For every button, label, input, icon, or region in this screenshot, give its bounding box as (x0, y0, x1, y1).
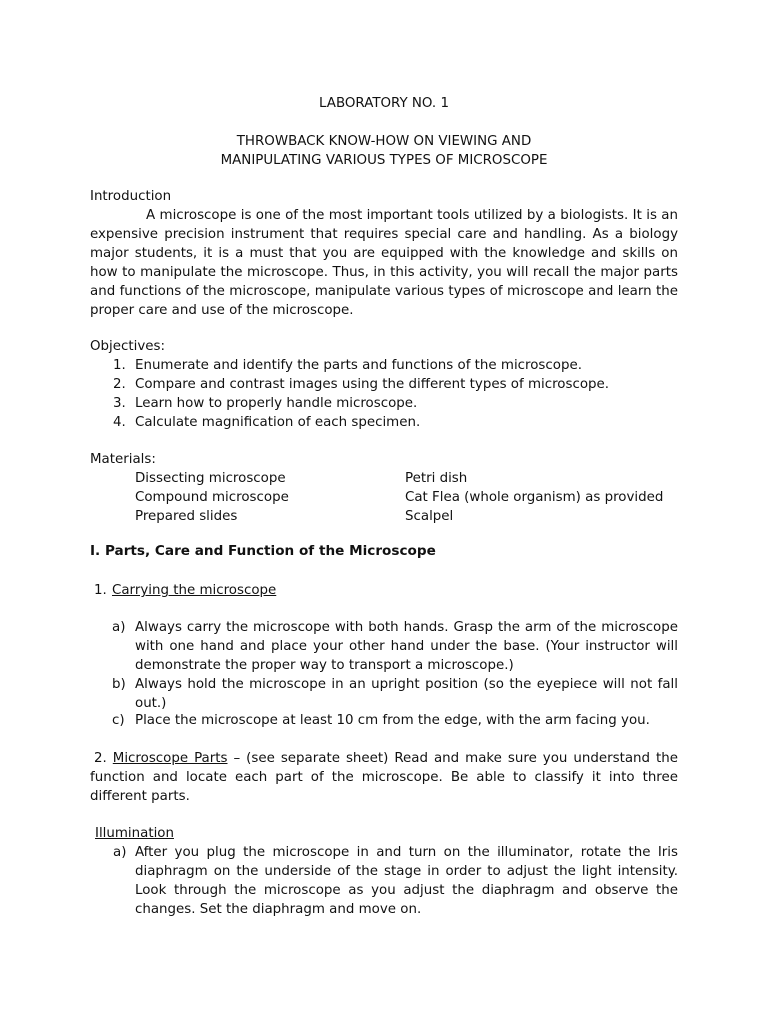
material-right-1: Petri dish (405, 471, 468, 486)
intro-line-1: A microscope is one of the most important tools utilized by a biologists. It is an (146, 208, 678, 223)
intro-line-2: expensive precision instrument that requires special care and handling. As a biology (90, 227, 678, 242)
lab-number: LABORATORY NO. 1 (319, 96, 449, 111)
illumination-line-3: Look through the microscope as you adjust the diaphragm and observe the (135, 883, 678, 898)
parts-title: Microscope Parts (112, 751, 228, 766)
objective-text-1: Enumerate and identify the parts and functions of the microscope. (135, 358, 582, 373)
objective-num-2: 2. (113, 377, 126, 392)
intro-line-3: major students, it is a must that you are equipped with the knowledge and skills on (90, 246, 678, 261)
illumination-label-a: a) (113, 845, 127, 860)
objective-num-1: 1. (113, 358, 126, 373)
parts-line-3: different parts. (90, 789, 190, 804)
carrying-a-line-2: with one hand and place your other hand under the base. (Your instructor will (135, 639, 678, 654)
carrying-num: 1. (94, 583, 107, 598)
material-left-3: Prepared slides (135, 509, 238, 524)
illumination-line-2: diaphragm on the underside of the stage in order to adjust the light intensity. (135, 864, 678, 879)
title-line-2: MANIPULATING VARIOUS TYPES OF MICROSCOPE (220, 153, 548, 168)
objective-text-4: Calculate magnification of each specimen. (135, 415, 421, 430)
material-left-1: Dissecting microscope (135, 471, 286, 486)
parts-line-1-rest: – (see separate sheet) Read and make sure you understand the (227, 751, 678, 766)
carrying-b-line-1: Always hold the microscope in an upright position (so the eyepiece will not fall (135, 677, 678, 692)
intro-line-5: and functions of the microscope, manipulate various types of microscope and learn the (90, 284, 678, 299)
carrying-a-line-1: Always carry the microscope with both hands. Grasp the arm of the microscope (135, 620, 678, 635)
material-right-3: Scalpel (405, 509, 454, 524)
objective-num-4: 4. (113, 415, 126, 430)
parts-line-1 (94, 749, 678, 768)
intro-line-4: how to manipulate the microscope. Thus, in this activity, you will recall the major parts (90, 265, 678, 280)
carrying-c-line-1: Place the microscope at least 10 cm from the edge, with the arm facing you. (135, 713, 650, 728)
carrying-label-c: c) (112, 713, 125, 728)
carrying-title: Carrying the microscope (112, 583, 277, 598)
objectives-heading: Objectives: (90, 339, 165, 354)
section-heading: I. Parts, Care and Function of the Microscope (90, 543, 436, 559)
carrying-label-a: a) (112, 620, 126, 635)
objective-num-3: 3. (113, 396, 126, 411)
carrying-b-line-2: out.) (135, 696, 167, 711)
illumination-title: Illumination (95, 826, 174, 841)
carrying-label-b: b) (112, 677, 126, 692)
objective-text-2: Compare and contrast images using the different types of microscope. (135, 377, 610, 392)
title-line-1: THROWBACK KNOW-HOW ON VIEWING AND (236, 134, 532, 149)
illumination-line-4: changes. Set the diaphragm and move on. (135, 902, 422, 917)
illumination-line-1: After you plug the microscope in and turn on the illuminator, rotate the Iris (135, 845, 678, 860)
parts-line-2: function and locate each part of the microscope. Be able to classify it into three (90, 770, 678, 785)
materials-heading: Materials: (90, 452, 156, 467)
material-right-2: Cat Flea (whole organism) as provided (405, 490, 664, 505)
parts-num: 2. (94, 751, 107, 766)
introduction-heading: Introduction (90, 189, 172, 204)
intro-line-6: proper care and use of the microscope. (90, 303, 354, 318)
carrying-a-line-3: demonstrate the proper way to transport a microscope.) (135, 658, 514, 673)
objective-text-3: Learn how to properly handle microscope. (135, 396, 418, 411)
material-left-2: Compound microscope (135, 490, 289, 505)
